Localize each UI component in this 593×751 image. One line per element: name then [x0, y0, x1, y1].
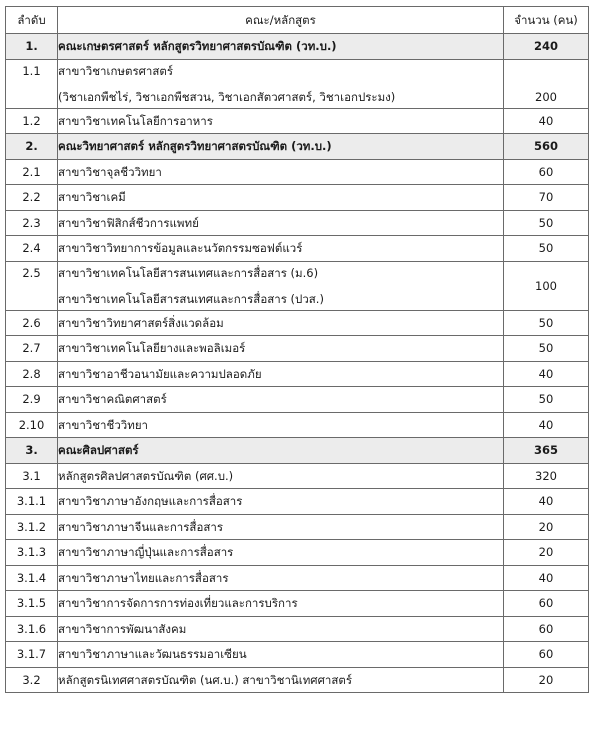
row-name	[58, 261, 504, 310]
row-number: 2.8	[6, 361, 58, 387]
row-name	[58, 59, 504, 108]
table-row	[6, 159, 589, 185]
row-count: 70	[504, 185, 589, 211]
header-num: ลำดับ	[6, 7, 58, 34]
row-name: สาขาวิชาชีววิทยา	[58, 412, 504, 438]
table-row	[6, 261, 589, 310]
row-count: 20	[504, 667, 589, 693]
row-count: 240	[504, 34, 589, 60]
table-row	[6, 134, 589, 160]
row-name: สาขาวิชาเทคโนโลยียางและพอลิเมอร์	[58, 336, 504, 362]
row-count: 20	[504, 540, 589, 566]
row-number: 2.2	[6, 185, 58, 211]
row-count: 40	[504, 361, 589, 387]
row-name: สาขาวิชาภาษาและวัฒนธรรมอาเซียน	[58, 642, 504, 668]
row-count: 60	[504, 159, 589, 185]
row-count: 60	[504, 591, 589, 617]
row-number: 2.3	[6, 210, 58, 236]
row-name: สาขาวิชาวิทยาการข้อมูลและนวัตกรรมซอฟต์แวร์	[58, 236, 504, 262]
row-name: สาขาวิชาคณิตศาสตร์	[58, 387, 504, 413]
row-name: คณะเกษตรศาสตร์ หลักสูตรวิทยาศาสตรบัณฑิต (วท.บ.)	[58, 34, 504, 60]
row-number: 1.	[6, 34, 58, 60]
row-name: สาขาวิชาการพัฒนาสังคม	[58, 616, 504, 642]
row-number: 2.7	[6, 336, 58, 362]
row-number: 3.1.3	[6, 540, 58, 566]
row-count: 50	[504, 310, 589, 336]
table-row	[6, 59, 589, 108]
row-number: 1.2	[6, 108, 58, 134]
table-row	[6, 463, 589, 489]
row-number: 3.1	[6, 463, 58, 489]
row-name-line: (วิชาเอกพืชไร่, วิชาเอกพืชสวน, วิชาเอกสัตวศาสตร์, วิชาเอกประมง)	[58, 89, 396, 104]
row-count: 20	[504, 514, 589, 540]
table-row	[6, 185, 589, 211]
row-name-line: สาขาวิชาเกษตรศาสตร์	[58, 63, 174, 78]
table-row	[6, 514, 589, 540]
table-row	[6, 438, 589, 464]
row-name: หลักสูตรศิลปศาสตรบัณฑิต (ศศ.บ.)	[58, 463, 504, 489]
table-row	[6, 642, 589, 668]
table-row	[6, 310, 589, 336]
row-count: 200	[504, 59, 589, 108]
row-name: สาขาวิชาภาษาอังกฤษและการสื่อสาร	[58, 489, 504, 515]
row-number: 2.10	[6, 412, 58, 438]
row-name: คณะวิทยาศาสตร์ หลักสูตรวิทยาศาสตรบัณฑิต (วท.บ.)	[58, 134, 504, 160]
table-row	[6, 667, 589, 693]
row-number: 3.	[6, 438, 58, 464]
row-number: 2.4	[6, 236, 58, 262]
table-row	[6, 108, 589, 134]
row-count: 60	[504, 642, 589, 668]
header-name: คณะ/หลักสูตร	[58, 7, 504, 34]
row-count: 40	[504, 108, 589, 134]
header-count: จำนวน (คน)	[504, 7, 589, 34]
table-row	[6, 616, 589, 642]
row-name: สาขาวิชาภาษาญี่ปุ่นและการสื่อสาร	[58, 540, 504, 566]
row-count: 50	[504, 336, 589, 362]
row-count: 365	[504, 438, 589, 464]
table-row	[6, 591, 589, 617]
row-count: 50	[504, 387, 589, 413]
row-count: 40	[504, 412, 589, 438]
row-number: 2.	[6, 134, 58, 160]
row-number: 1.1	[6, 59, 58, 108]
row-name: สาขาวิชาเคมี	[58, 185, 504, 211]
row-number: 2.5	[6, 261, 58, 310]
row-number: 3.1.4	[6, 565, 58, 591]
row-name: คณะศิลปศาสตร์	[58, 438, 504, 464]
row-name: สาขาวิชาจุลชีววิทยา	[58, 159, 504, 185]
row-name: สาขาวิชาอาชีวอนามัยและความปลอดภัย	[58, 361, 504, 387]
row-count: 40	[504, 565, 589, 591]
row-number: 2.1	[6, 159, 58, 185]
row-name: หลักสูตรนิเทศศาสตรบัณฑิต (นศ.บ.) สาขาวิชานิเทศศาสตร์	[58, 667, 504, 693]
row-count: 320	[504, 463, 589, 489]
row-name: สาขาวิชาภาษาจีนและการสื่อสาร	[58, 514, 504, 540]
row-number: 3.1.7	[6, 642, 58, 668]
table-row	[6, 361, 589, 387]
row-count: 50	[504, 210, 589, 236]
row-count: 100	[504, 261, 589, 310]
table-row	[6, 210, 589, 236]
row-name: สาขาวิชาเทคโนโลยีการอาหาร	[58, 108, 504, 134]
row-count: 560	[504, 134, 589, 160]
table-row	[6, 34, 589, 60]
row-name: สาขาวิชาการจัดการการท่องเที่ยวและการบริการ	[58, 591, 504, 617]
row-number: 3.1.2	[6, 514, 58, 540]
table-row	[6, 565, 589, 591]
row-number: 2.9	[6, 387, 58, 413]
row-name: สาขาวิชาวิทยาศาสตร์สิ่งแวดล้อม	[58, 310, 504, 336]
row-count: 40	[504, 489, 589, 515]
header-row	[6, 7, 589, 34]
row-name-line: สาขาวิชาเทคโนโลยีสารสนเทศและการสื่อสาร (ปวส.)	[58, 291, 324, 306]
row-name-line: สาขาวิชาเทคโนโลยีสารสนเทศและการสื่อสาร (ม.6)	[58, 265, 319, 280]
table-row	[6, 540, 589, 566]
row-number: 3.1.6	[6, 616, 58, 642]
row-count: 60	[504, 616, 589, 642]
row-name: สาขาวิชาภาษาไทยและการสื่อสาร	[58, 565, 504, 591]
table-row	[6, 489, 589, 515]
table-row	[6, 236, 589, 262]
row-number: 2.6	[6, 310, 58, 336]
row-name: สาขาวิชาฟิสิกส์ชีวการแพทย์	[58, 210, 504, 236]
row-number: 3.1.1	[6, 489, 58, 515]
quota-table	[5, 6, 589, 693]
table-row	[6, 387, 589, 413]
table-row	[6, 412, 589, 438]
table-row	[6, 336, 589, 362]
row-number: 3.1.5	[6, 591, 58, 617]
row-count: 50	[504, 236, 589, 262]
row-number: 3.2	[6, 667, 58, 693]
